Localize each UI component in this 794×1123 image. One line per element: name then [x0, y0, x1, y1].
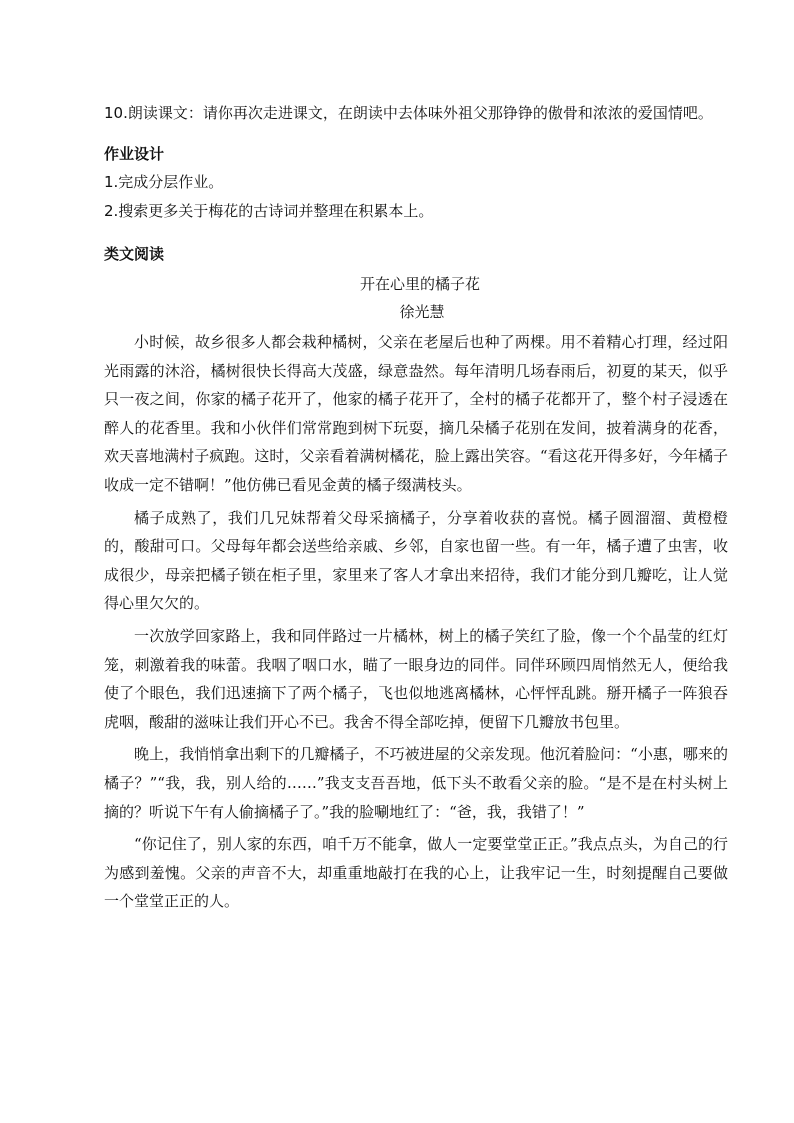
homework-item-1: 1.完成分层作业。 [104, 173, 224, 191]
homework-item-2: 2.搜索更多关于梅花的古诗词并整理在积累本上。 [104, 202, 434, 220]
document-page [104, 98, 728, 920]
article-paragraph: 橘子成熟了，我们几兄妹帮着父母采摘橘子，分享着收获的喜悦。橘子圆溜溜、黄橙橙的，酸甜可口。父母每年都会送些给亲戚、乡邻，自家也留一些。有一年，橘子遭了虫害，收成很少，母亲把橘子锁在柜子里，家里来了客人才拿出来招待，我们才能分到几瓣吃，让人觉得心里欠欠的。 [104, 508, 728, 613]
article-paragraph: 一次放学回家路上，我和同伴路过一片橘林，树上的橘子笑红了脸，像一个个晶莹的红灯笼，刺激着我的味蕾。我咽了咽口水，瞄了一眼身边的同伴。同伴环顾四周悄然无人，便给我使了个眼色，我们迅速摘下了两个橘子，飞也似地逃离橘林，心怦怦乱跳。掰开橘子一阵狼吞虎咽，酸甜的滋味让我们开心不已。我舍不得全部吃掉，便留下几瓣放书包里。 [104, 626, 728, 731]
article-paragraph: 晚上，我悄悄拿出剩下的几瓣橘子，不巧被进屋的父亲发现。他沉着脸问：“小惠，哪来的橘子？”“我，我，别人给的……”我支支吾吾地，低下头不敢看父亲的脸。“是不是在村头树上摘的？听说下午有人偷摘橘子了。”我的脸唰地红了：“爸，我，我错了！” [104, 745, 728, 821]
article-body [104, 328, 728, 916]
question-10: 10.朗读课文：请你再次走进课文，在朗读中去体味外祖父那铮铮的傲骨和浓浓的爱国情吧。 [104, 104, 713, 122]
article-paragraph: “你记住了，别人家的东西，咱千万不能拿，做人一定要堂堂正正。”我点点头，为自己的行为感到羞愧。父亲的声音不大，却重重地敲打在我的心上，让我牢记一生，时刻提醒自己要做一个堂堂正正的人。 [104, 835, 728, 911]
article-author: 徐光慧 [399, 303, 445, 321]
article-paragraph: 小时候，故乡很多人都会栽种橘树，父亲在老屋后也种了两棵。用不着精心打理，经过阳光雨露的沐浴，橘树很快长得高大茂盛，绿意盎然。每年清明几场春雨后，初夏的某天，似乎只一夜之间，你家的橘子花开了，他家的橘子花开了，全村的橘子花都开了，整个村子浸透在醉人的花香里。我和小伙伴们常常跑到树下玩耍，摘几朵橘子花别在发间，披着满身的花香，欢天喜地满村子疯跑。这时，父亲看着满树橘花，脸上露出笑容。“看这花开得多好，今年橘子收成一定不错啊！”他仿佛已看见金黄的橘子缀满枝头。 [104, 333, 728, 494]
reading-section [104, 240, 728, 916]
homework-title: 作业设计 [104, 145, 165, 163]
article-title: 开在心里的橘子花 [359, 275, 480, 293]
homework-section [104, 140, 728, 226]
reading-section-title: 类文阅读 [104, 245, 165, 263]
